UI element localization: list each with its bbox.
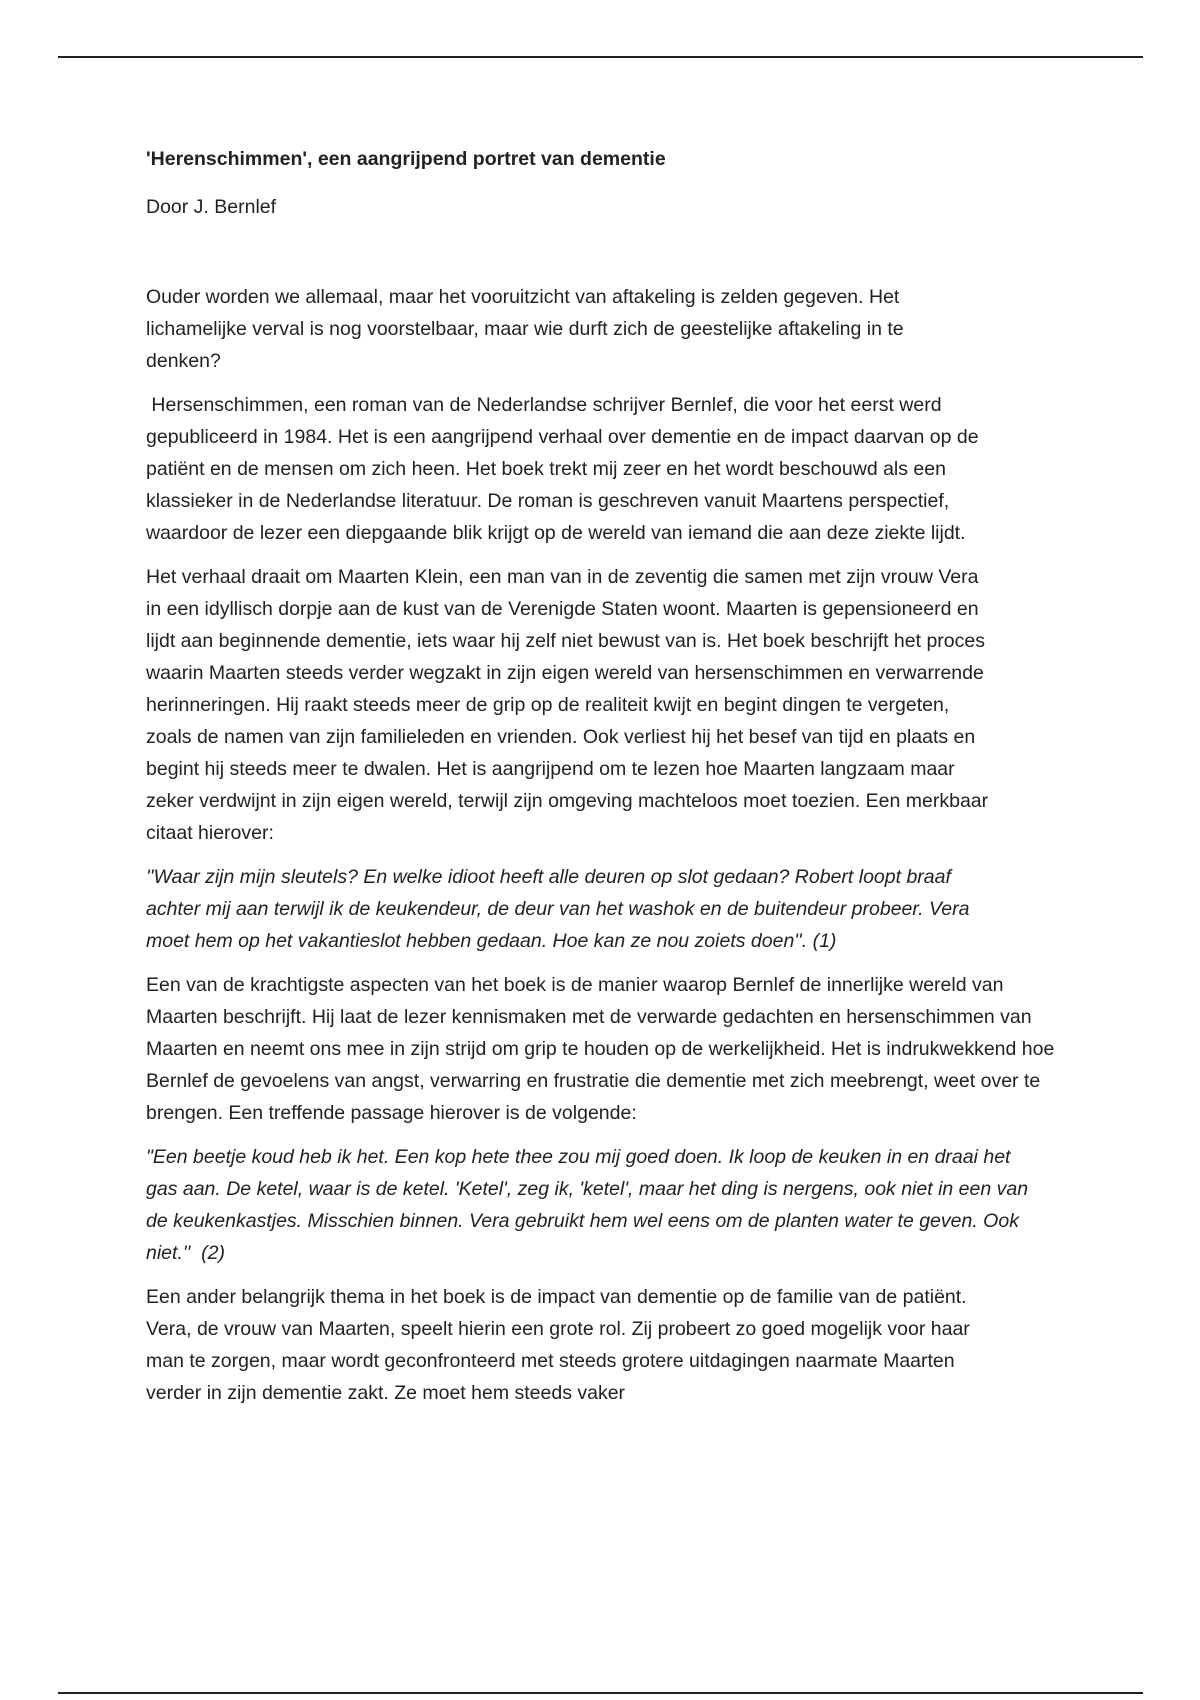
bottom-rule [58,1692,1143,1694]
document-author: Door J. Bernlef [146,196,277,218]
document-body [146,145,1066,1421]
paragraph-familie: Een ander belangrijk thema in het boek is de impact van dementie op de familie van de patiënt. Vera, de vrouw van Maarten, speelt hierin een grote rol. Zij probeert zo goed mogelijk voor haar man te zorgen, maar wordt geconfronteerd met steeds grotere uitdagingen naarmate Maarten verder in zijn dementie zakt. Ze moet hem steeds vaker [146,1286,976,1404]
document-title: 'Herenschimmen', een aangrijpend portret van dementie [146,148,666,170]
top-rule [58,56,1143,58]
quote-ketel: "Een beetje koud heb ik het. Een kop hete thee zou mij goed doen. Ik loop de keuken in en draai het gas aan. De ketel, waar is de ketel. 'Ketel', zeg ik, 'ketel', maar het ding is nergens, ook niet in een van de keukenkastjes. Misschien binnen. Vera gebruikt hem wel eens om de planten water te geven. Ook niet.'' (2) [146,1146,1034,1264]
paragraph-verhaal: Het verhaal draait om Maarten Klein, een man van in de zeventig die samen met zijn vrouw Vera in een idyllisch dorpje aan de kust van de Verenigde Staten woont. Maarten is gepensioneerd en lijdt aan beginnende dementie, iets waar hij zelf niet bewust van is. Het boek beschrijft het proces waarin Maarten steeds verder wegzakt in zijn eigen wereld van hersenschimmen en verwarrende herinneringen. Hij raakt steeds meer de grip op de realiteit kwijt en begint dingen te vergeten, zoals de namen van zijn familieleden en vrienden. Ook verliest hij het besef van tijd en plaats en begint hij steeds meer te dwalen. Het is aangrijpend om te lezen hoe Maarten langzaam maar zeker verdwijnt in zijn eigen wereld, terwijl zijn omgeving machteloos moet toezien. Een merkbaar citaat hierover: [146,566,994,844]
paragraph-hersenschimmen: Hersenschimmen, een roman van de Nederlandse schrijver Bernlef, die voor het eerst werd gepubliceerd in 1984. Het is een aangrijpend verhaal over dementie en de impact daarvan op de patiënt en de mensen om zich heen. Het boek trekt mij zeer en het wordt beschouwd als een klassieker in de Nederlandse literatuur. De roman is geschreven vanuit Maartens perspectief, waardoor de lezer een diepgaande blik krijgt op de wereld van iemand die aan deze ziekte lijdt. [146,394,984,544]
paragraph-innerlijke-wereld: Een van de krachtigste aspecten van het boek is de manier waarop Bernlef de innerlijke wereld van Maarten beschrijft. Hij laat de lezer kennismaken met de verwarde gedachten en hersenschimmen van Maarten en neemt ons mee in zijn strijd om grip te houden op de werkelijkheid. Het is indrukwekkend hoe Bernlef de gevoelens van angst, verwarring en frustratie die dementie met zich meebrengt, weet over te brengen. Een treffende passage hierover is de volgende: [146,974,1060,1124]
paragraph-intro: Ouder worden we allemaal, maar het vooruitzicht van aftakeling is zelden gegeven. Het lichamelijke verval is nog voorstelbaar, maar wie durft zich de geestelijke aftakeling in te denken? [146,286,910,372]
quote-sleutels: ''Waar zijn mijn sleutels? En welke idioot heeft alle deuren op slot gedaan? Robert loopt braaf achter mij aan terwijl ik de keukendeur, de deur van het washok en de buitendeur probeer. Vera moet hem op het vakantieslot hebben gedaan. Hoe kan ze nou zoiets doen''. (1) [146,866,975,952]
